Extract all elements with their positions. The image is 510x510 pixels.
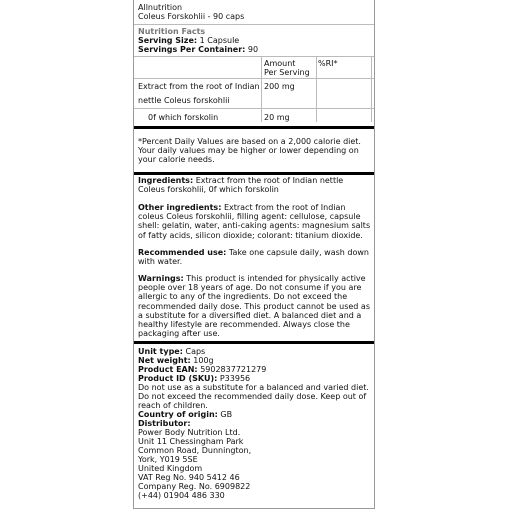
usage-note: Do not use as a substitute for a balanced and varied diet. Do not exceed the recommended daily dose. Keep out of reach of children. [138, 383, 369, 411]
unit-type [138, 347, 205, 356]
serving-size-label: Serving Size: [138, 36, 198, 45]
unit-type-label: Unit type: [138, 347, 183, 356]
distributor-label: Distributor: [138, 419, 191, 428]
other-ingredients-text: Extract from the root of Indian coleus Coleus forskohlii, filling agent: cellulose, capsule shell: gelatin, water, anti-caking agents: magnesium salts of fatty acids, silicon dioxide; colorant: titanium dioxide. [138, 203, 371, 240]
product-ean [138, 365, 266, 374]
row-name-cont: nettle Coleus forskohlii [138, 96, 230, 105]
distributor-line: Common Road, Dunnington, [138, 446, 252, 455]
product-ean-label: Product EAN: [138, 365, 198, 374]
ingredients [138, 176, 372, 194]
other-ingredients-label: Other ingredients: [138, 203, 222, 212]
distributor-line: Company Reg. No. 6909822 [138, 482, 251, 491]
column-divider [316, 56, 317, 122]
servings-label: Servings Per Container: [138, 45, 246, 54]
serving-size-value: 1 Capsule [199, 36, 240, 45]
nutrition-label [133, 0, 375, 509]
column-divider [371, 56, 372, 122]
product-sku-label: Product ID (SKU): [138, 374, 218, 383]
footnote: *Percent Daily Values are based on a 2,000 calorie diet. Your daily values may be higher or lower depending on your calorie needs. [138, 137, 361, 165]
ingredients-text: Extract from the root of Indian nettle Coleus forskohlii, 0f which forskolin [138, 176, 344, 195]
row-name: Extract from the root of Indian [138, 82, 260, 91]
product-ean-value: 5902837721279 [200, 365, 267, 374]
other-ingredients [138, 203, 372, 240]
col-per-serving: Per Serving [264, 68, 310, 77]
distributor-line: VAT Reg No. 940 5412 46 [138, 473, 240, 482]
servings-value: 90 [247, 45, 259, 54]
col-amount: Amount [264, 59, 296, 68]
country-of-origin-label: Country of origin: [138, 410, 218, 419]
thick-rule [134, 341, 374, 344]
recommended-use-text: Take one capsule daily, wash down with water. [138, 248, 369, 267]
ingredients-label: Ingredients: [138, 176, 194, 185]
distributor-line: United Kingdom [138, 464, 203, 473]
net-weight [138, 356, 214, 365]
distributor-line: Unit 11 Chessingham Park [138, 437, 244, 446]
row-name: 0f which forskolin [148, 113, 219, 122]
distributor-line: Power Body Nutrition Ltd. [138, 428, 241, 437]
product-name: Coleus Forskohlii - 90 caps [138, 12, 245, 21]
column-divider [261, 56, 262, 122]
divider [134, 56, 374, 57]
recommended-use-label: Recommended use: [138, 248, 227, 257]
net-weight-label: Net weight: [138, 356, 191, 365]
row-amount: 20 mg [264, 113, 290, 122]
serving-size [138, 36, 239, 45]
product-sku-value: P33956 [219, 374, 251, 383]
servings-per-container [138, 45, 258, 54]
facts-title: Nutrition Facts [138, 27, 206, 36]
divider [134, 78, 374, 79]
thick-rule [134, 126, 374, 129]
country-of-origin-value: GB [220, 410, 233, 419]
brand-name: Allnutrition [138, 3, 183, 12]
thick-rule [134, 172, 374, 175]
row-amount: 200 mg [264, 82, 295, 91]
distributor-line: (+44) 01904 486 330 [138, 491, 225, 500]
net-weight-value: 100g [193, 356, 214, 365]
warnings [138, 274, 372, 338]
distributor-line: York, Y019 5SE [138, 455, 198, 464]
unit-type-value: Caps [185, 347, 206, 356]
recommended-use [138, 248, 372, 266]
warnings-text: This product is intended for physically active people over 18 years of age. Do not consume if you are allergic to any of the ingredients. Do not exceed the recommended daily dose. This product cannot be used as a substitute for a diversified diet. A balanced diet and a healthy lifestyle are recommended. Always close the packaging after use. [138, 274, 370, 339]
country-of-origin [138, 410, 232, 419]
warnings-label: Warnings: [138, 274, 184, 283]
divider [134, 108, 374, 109]
product-sku [138, 374, 250, 383]
col-ri: %RI* [318, 59, 338, 68]
divider [134, 24, 374, 25]
